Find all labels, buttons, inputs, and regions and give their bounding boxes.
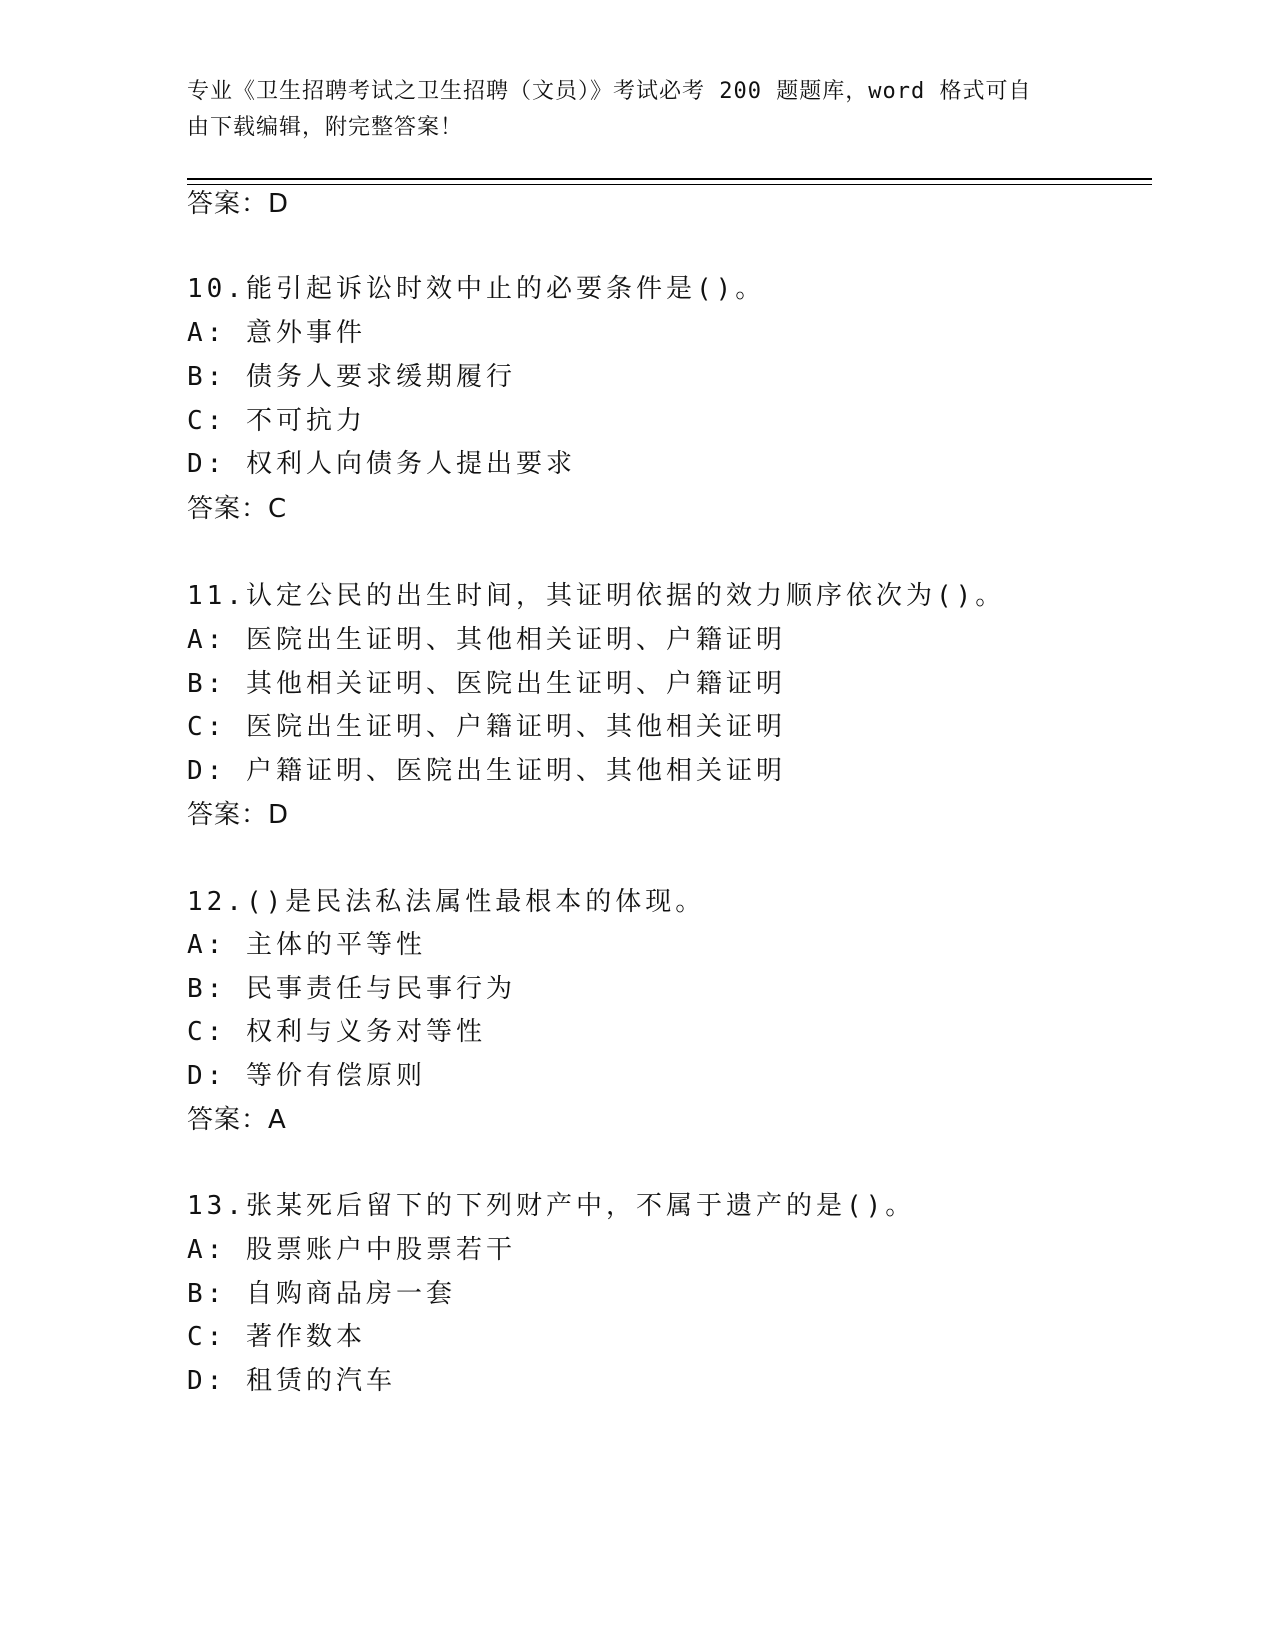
question-11-option-b: B: 其他相关证明、医院出生证明、户籍证明 — [187, 669, 786, 699]
header-divider-thin — [187, 184, 1152, 185]
question-11-option-c: C: 医院出生证明、户籍证明、其他相关证明 — [187, 712, 786, 742]
question-13-option-d: D: 租赁的汽车 — [187, 1366, 396, 1396]
question-11-option-d: D: 户籍证明、医院出生证明、其他相关证明 — [187, 756, 786, 786]
question-10-option-a: A: 意外事件 — [187, 318, 366, 348]
header-line-1: 专业《卫生招聘考试之卫生招聘（文员）》考试必考 200 题题库，word 格式可自 — [187, 79, 1032, 104]
question-13-option-c: C: 著作数本 — [187, 1322, 366, 1352]
question-10-answer: 答案：C — [187, 494, 288, 524]
question-13-option-a: A: 股票账户中股票若干 — [187, 1235, 516, 1265]
question-10-option-c: C: 不可抗力 — [187, 406, 366, 436]
question-10-option-d: D: 权利人向债务人提出要求 — [187, 449, 576, 479]
header-line-2: 由下载编辑，附完整答案！ — [187, 115, 464, 140]
question-stem-13: 13.张某死后留下的下列财产中，不属于遗产的是()。 — [187, 1191, 916, 1221]
question-stem-10: 10.能引起诉讼时效中止的必要条件是()。 — [187, 274, 766, 304]
question-12-option-b: B: 民事责任与民事行为 — [187, 974, 516, 1004]
question-stem-12: 12.()是民法私法属性最根本的体现。 — [187, 887, 706, 917]
question-10-option-b: B: 债务人要求缓期履行 — [187, 362, 516, 392]
question-13-option-b: B: 自购商品房一套 — [187, 1279, 456, 1309]
question-12-option-a: A: 主体的平等性 — [187, 930, 426, 960]
question-12-option-c: C: 权利与义务对等性 — [187, 1017, 486, 1047]
document-header — [187, 74, 1087, 146]
question-12-answer: 答案：A — [187, 1105, 287, 1135]
question-11-answer: 答案：D — [187, 800, 290, 830]
question-11-option-a: A: 医院出生证明、其他相关证明、户籍证明 — [187, 625, 786, 655]
header-divider-thick — [187, 178, 1152, 180]
question-12-option-d: D: 等价有偿原则 — [187, 1061, 426, 1091]
answer-previous: 答案：D — [187, 189, 290, 219]
question-stem-11: 11.认定公民的出生时间，其证明依据的效力顺序依次为()。 — [187, 581, 1006, 611]
